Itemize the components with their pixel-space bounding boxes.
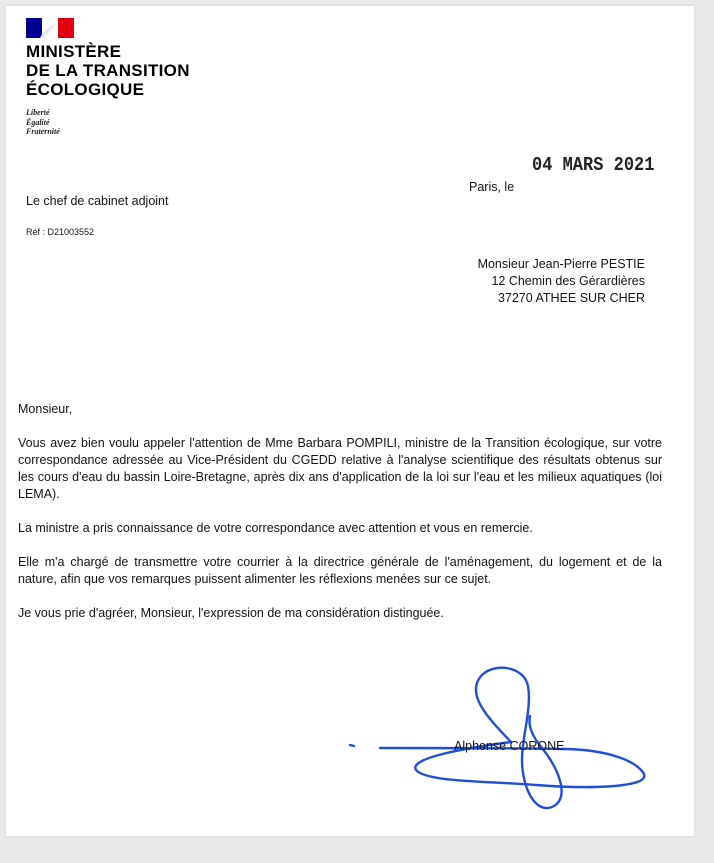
letter-page: [6, 6, 694, 836]
motto-fraternite: Fraternité: [26, 127, 60, 136]
motto-liberte: Liberté: [26, 108, 50, 117]
recipient-city: 37270 ATHEE SUR CHER: [497, 291, 645, 305]
letter-body: [18, 401, 662, 639]
reference-number: Réf : D21003552: [26, 227, 95, 237]
republic-flag-logo: [26, 18, 74, 38]
recipient-name: Monsieur Jean-Pierre PESTIE: [477, 257, 645, 271]
greeting: Monsieur,: [18, 402, 73, 416]
ministry-line-2: DE LA TRANSITION: [26, 61, 190, 80]
place-label: Paris, le: [469, 180, 515, 194]
paragraph-1: Vous avez bien voulu appeler l'attention de Mme Barbara POMPILI, ministre de la Transition écologique, sur votre correspondance adressée au Vice-Président du CGEDD relative à l'analyse scientifique des résultats obtenus sur les cours d'eau du bassin Loire-Bretagne, après dix ans d'application de la loi sur l'eau et les milieux aquatiques (loi LEMA).: [18, 436, 662, 501]
paragraph-4: Je vous prie d'agréer, Monsieur, l'expression de ma considération distinguée.: [18, 606, 444, 620]
ministry-line-1: MINISTÈRE: [26, 42, 122, 61]
paragraph-2: La ministre a pris connaissance de votre correspondance avec attention et vous en remercie.: [18, 521, 533, 535]
ministry-name: [26, 42, 190, 99]
republic-motto: [26, 108, 60, 137]
ministry-line-3: ÉCOLOGIQUE: [26, 80, 145, 99]
recipient-address: [478, 256, 645, 307]
signatory-name: Alphonse CORONE: [454, 739, 565, 753]
motto-egalite: Égalité: [26, 117, 50, 127]
sender-title: Le chef de cabinet adjoint: [26, 194, 169, 208]
date-stamp: 04 MARS 2021: [532, 155, 655, 177]
paragraph-3: Elle m'a chargé de transmettre votre courrier à la directrice générale de l'aménagement, du logement et de la nature, afin que vos remarques puissent alimenter les réflexions menées sur ce sujet.: [18, 555, 662, 586]
recipient-street: 12 Chemin des Gérardières: [491, 274, 645, 288]
